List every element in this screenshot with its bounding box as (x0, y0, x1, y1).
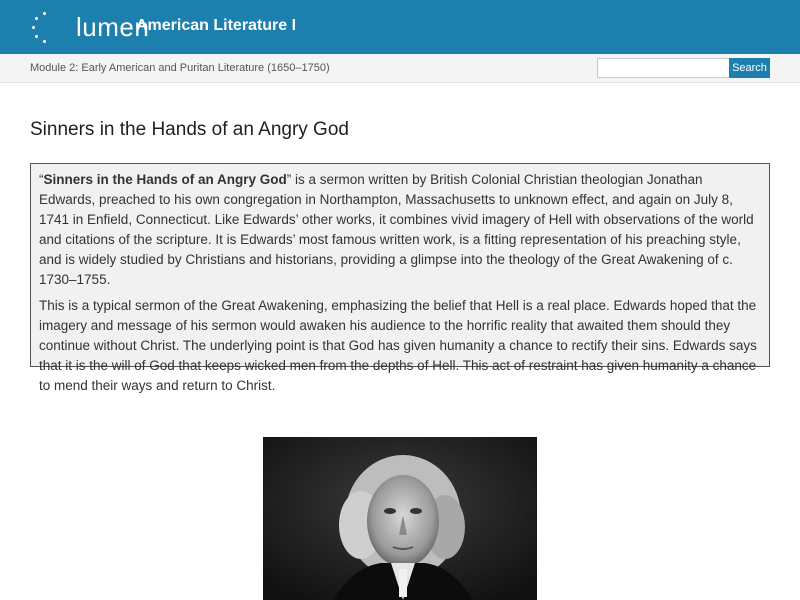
portrait-illustration (263, 437, 537, 600)
course-title[interactable]: American Literature I (136, 17, 297, 34)
breadcrumb-bar (0, 54, 800, 83)
open-quote: “ (39, 172, 44, 187)
site-header (0, 0, 800, 54)
paragraph-1-text: ” is a sermon written by British Colonial Christian theologian Jonathan Edwards, preached to his own congregation in Northampton, Massachusetts to unknown effect, and again on July 8, 1741 in Enfield, Connecticut. Like Edwards’ other works, it combines vivid imagery of Hell with observations of the world and citations of the scripture. It is Edwards’ most famous written work, is a fitting representation of his preaching style, and is widely studied by Christians and historians, providing a glimpse into the theology of the Great Awakening of c. 1730–1755. (39, 172, 754, 287)
sermon-title-bold: Sinners in the Hands of an Angry God (43, 172, 287, 187)
summary-paragraph-1 (39, 170, 761, 290)
summary-paragraph-2: This is a typical sermon of the Great Awakening, emphasizing the belief that Hell is a real place. Edwards hoped that the imagery and message of his sermon would awaken his audience to the horrific reality that awaited them should they continue without Christ. The underlying point is that God has given humanity a chance to rectify their sins. Edwards says that it is the will of God that keeps wicked men from the depths of Hell. This act of restraint has given humanity a chance to mend their ways and return to Christ. (39, 298, 757, 393)
breadcrumb-module-link[interactable]: Module 2: Early American and Puritan Literature (1650–1750) (30, 62, 330, 74)
search-button[interactable]: Search (729, 58, 770, 78)
logo-text: lumen (76, 12, 150, 42)
page-title: Sinners in the Hands of an Angry God (30, 119, 349, 140)
search-input[interactable] (597, 58, 731, 78)
portrait-image (263, 437, 537, 600)
logo-dots-icon (30, 10, 60, 46)
summary-box (30, 163, 770, 393)
lumen-logo[interactable] (30, 10, 150, 46)
